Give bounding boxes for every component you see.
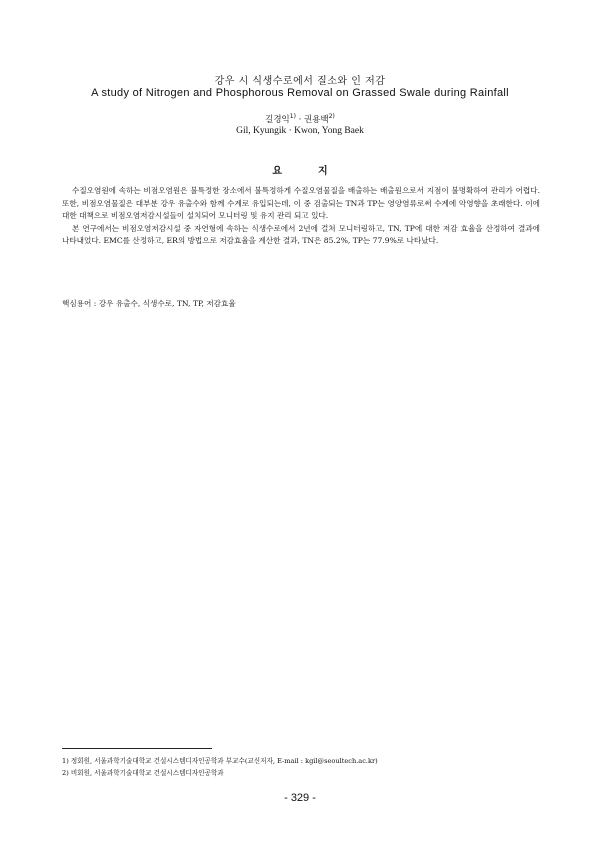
author-1-mark: 1) <box>289 113 296 121</box>
abstract-heading <box>0 162 600 177</box>
author-separator: · <box>295 115 305 125</box>
author-2-mark: 2) <box>328 113 335 121</box>
keywords: 핵심용어 : 강우 유출수, 식생수로, TN, TP, 저감효율 <box>62 299 236 308</box>
abstract-paragraph-2: 본 연구에서는 비점오염저감시설 중 자연형에 속하는 식생수로에서 2년에 걸쳐 모니터링하고, TN, TP에 대한 저감 효율을 산정하여 결과에 나타내었다. EMC를 산정하고, ER의 방법으로 저감효율을 계산한 결과, TN은 85.2%, TP는 77.9%로 나타났다. <box>62 223 540 246</box>
author-1-name: 길경익 <box>265 115 290 125</box>
authors-english: Gil, Kyungik · Kwon, Yong Baek <box>236 126 364 136</box>
authors-korean <box>0 113 600 125</box>
footnote-1: 1) 정회원, 서울과학기술대학교 건설시스템디자인공학과 부교수(교신저자, E-mail : kgil@seoultech.ac.kr) <box>62 757 378 765</box>
abstract-heading-char-1: 요 <box>272 166 282 177</box>
title-korean: 강우 시 식생수로에서 질소와 인 저감 <box>214 76 386 87</box>
abstract-paragraph-1: 수질오염원에 속하는 비점오염원은 불특정한 장소에서 불특정하게 수질오염물질을 배출하는 배출원으로서 지점이 불명확하여 관리가 어렵다. 또한, 비점오염물질은 대부분 강우 유출수와 함께 수계로 유입되는데, 이 중 검출되는 TN과 TP는 영양염류로써 수계에 악영향을 초래한다. 이에 대한 대책으로 비점오염저감시설들이 설치되어 모니터링 및 유지 관리 되고 있다. <box>62 186 540 221</box>
footnotes <box>62 755 542 779</box>
author-2-name: 권용백 <box>304 115 329 125</box>
page-number: - 329 - <box>284 792 316 804</box>
footnote-divider <box>62 748 212 749</box>
abstract-heading-char-2: 지 <box>318 166 328 177</box>
title-english: A study of Nitrogen and Phosphorous Removal on Grassed Swale during Rainfall <box>91 87 509 99</box>
abstract-body <box>62 185 540 248</box>
footnote-2: 2) 비회원, 서울과학기술대학교 건설시스템디자인공학과 <box>62 769 224 777</box>
